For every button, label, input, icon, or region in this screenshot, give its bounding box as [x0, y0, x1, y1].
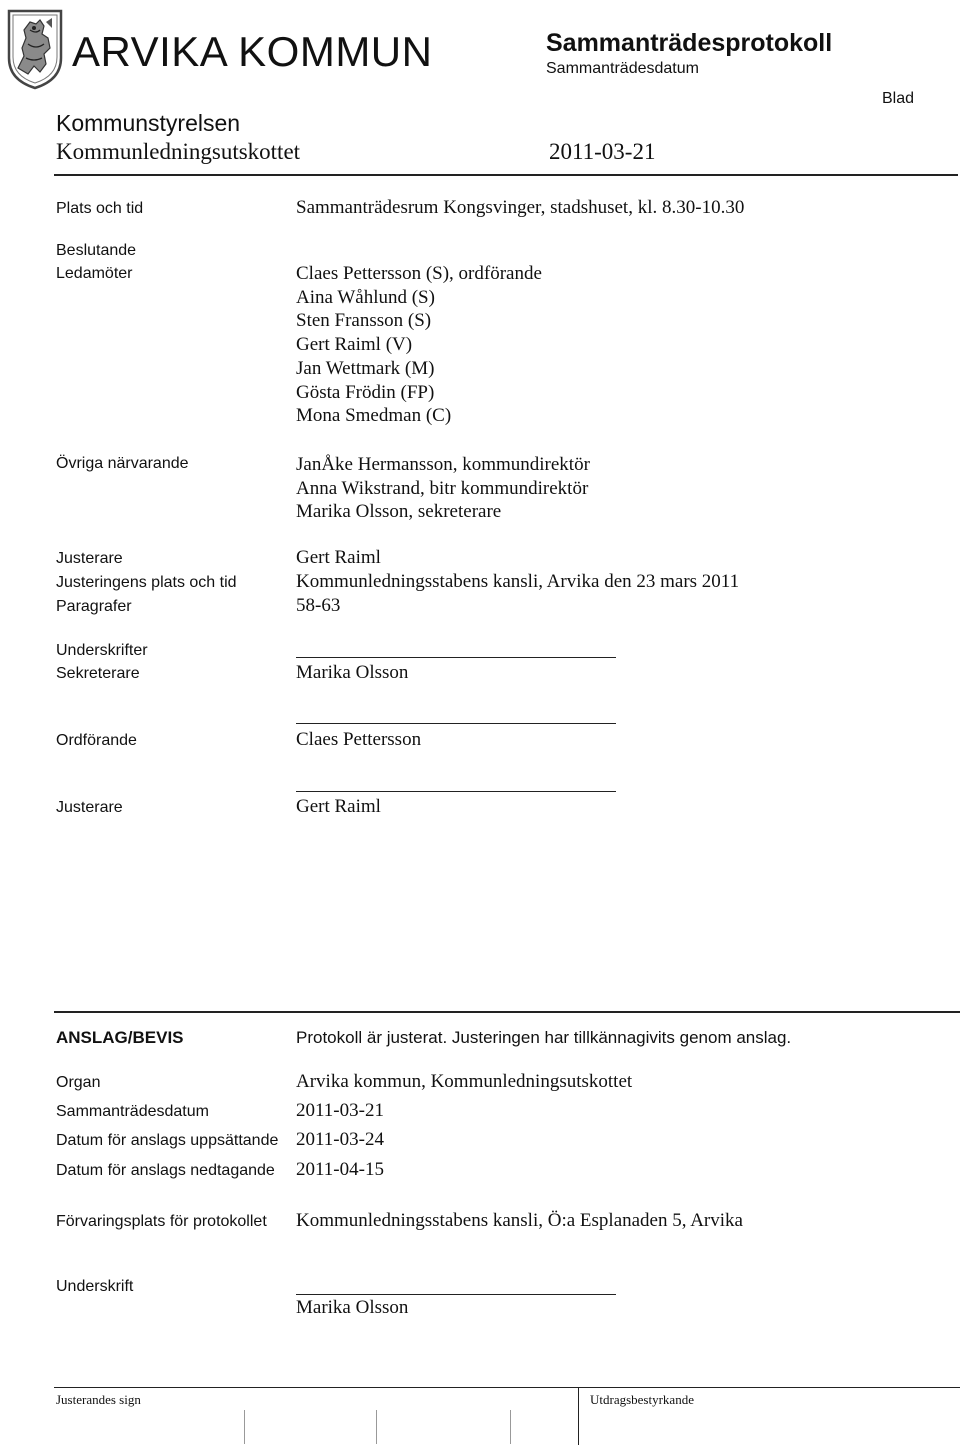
list-item: Anna Wikstrand, bitr kommundirektör	[296, 477, 589, 499]
justerare-sign-name: Gert Raiml	[296, 796, 381, 817]
others-list	[296, 453, 590, 524]
logo-text: ARVIKA KOMMUN	[72, 28, 433, 75]
document-subtitle: Sammanträdesdatum	[546, 60, 699, 77]
underskrift-signature-line	[296, 1294, 616, 1295]
footer-utdragsbestyrkande: Utdragsbestyrkande	[590, 1392, 694, 1407]
sekreterare-signature-line	[296, 657, 616, 658]
underskrift-label: Underskrift	[56, 1278, 134, 1295]
anslag-up-value: 2011-03-24	[296, 1129, 384, 1150]
footer-sign-box-1	[244, 1410, 245, 1444]
others-label: Övriga närvarande	[56, 455, 189, 472]
ordforande-signature-line	[296, 723, 616, 724]
header-rule	[54, 174, 958, 176]
anslag-heading: ANSLAG/BEVIS	[56, 1028, 184, 1047]
anslag-up-label: Datum för anslags uppsättande	[56, 1132, 279, 1149]
storage-label: Förvaringsplats för protokollet	[56, 1213, 267, 1230]
footer-divider	[578, 1387, 579, 1445]
justerare-signature-line	[296, 791, 616, 792]
beslutande-label: Beslutande	[56, 242, 137, 259]
paragrafer-label: Paragrafer	[56, 598, 132, 615]
organization-name: Kommunstyrelsen	[56, 110, 241, 136]
municipal-crest	[6, 8, 64, 90]
list-item: Gösta Frödin (FP)	[296, 381, 435, 403]
meeting-date: 2011-03-21	[549, 139, 656, 164]
storage-value: Kommunledningsstabens kansli, Ö:a Esplanaden 5, Arvika	[296, 1210, 743, 1231]
list-item: Aina Wåhlund (S)	[296, 286, 435, 308]
paragrafer-value: 58-63	[296, 595, 341, 616]
committee-name: Kommunledningsutskottet	[56, 139, 301, 164]
footer-sign-box-3	[510, 1410, 511, 1444]
anslag-down-value: 2011-04-15	[296, 1159, 384, 1180]
anslag-statement: Protokoll är justerat. Justeringen har tillkännagivits genom anslag.	[296, 1028, 792, 1047]
list-item: JanÅke Hermansson, kommundirektör	[296, 454, 590, 475]
crest-icon	[6, 8, 64, 90]
list-item: Marika Olsson, sekreterare	[296, 501, 502, 523]
sekreterare-name: Marika Olsson	[296, 662, 409, 683]
list-item: Sten Fransson (S)	[296, 310, 432, 332]
list-item: Mona Smedman (C)	[296, 405, 452, 427]
member-list	[296, 262, 542, 428]
place-value: Sammanträdesrum Kongsvinger, stadshuset, kl. 8.30-10.30	[296, 197, 745, 218]
anslag-down-label: Datum för anslags nedtagande	[56, 1162, 275, 1179]
justerare-sign-label: Justerare	[56, 799, 123, 816]
document-title: Sammanträdesprotokoll	[546, 29, 833, 57]
anslag-date-value: 2011-03-21	[296, 1100, 384, 1121]
list-item: Jan Wettmark (M)	[296, 357, 435, 379]
anslag-date-label: Sammanträdesdatum	[56, 1103, 209, 1120]
sekreterare-label: Sekreterare	[56, 665, 140, 682]
justering-place-label: Justeringens plats och tid	[56, 574, 237, 591]
underskrifter-label: Underskrifter	[56, 642, 148, 659]
list-item: Gert Raiml (V)	[296, 334, 413, 356]
ordforande-name: Claes Pettersson	[296, 729, 422, 750]
blad-label: Blad	[882, 90, 915, 107]
anslag-rule	[54, 1011, 960, 1013]
footer-justerandes-sign: Justerandes sign	[56, 1392, 141, 1407]
justering-place-value: Kommunledningsstabens kansli, Arvika den 23 mars 2011	[296, 571, 740, 592]
footer-rule	[54, 1387, 960, 1388]
ordforande-label: Ordförande	[56, 732, 137, 749]
organ-label: Organ	[56, 1074, 101, 1091]
justerare-label: Justerare	[56, 550, 123, 567]
ledamoter-label: Ledamöter	[56, 265, 133, 282]
justerare-value: Gert Raiml	[296, 547, 381, 568]
footer-sign-box-2	[376, 1410, 377, 1444]
organ-value: Arvika kommun, Kommunledningsutskottet	[296, 1071, 633, 1092]
place-label: Plats och tid	[56, 200, 144, 217]
underskrift-name: Marika Olsson	[296, 1297, 409, 1318]
list-item: Claes Pettersson (S), ordförande	[296, 263, 542, 284]
